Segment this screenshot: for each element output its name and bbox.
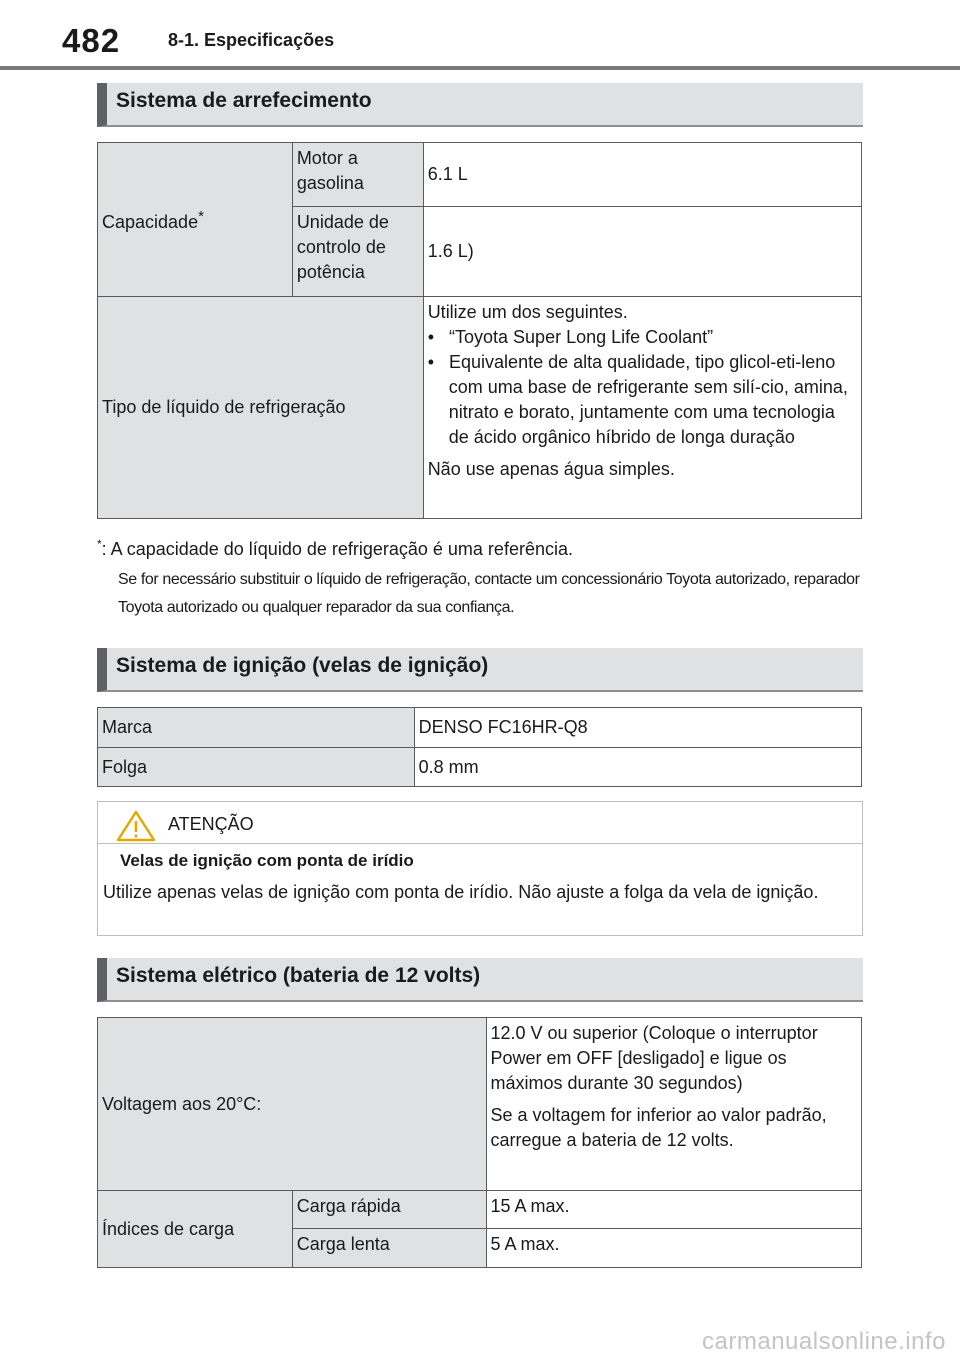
bullet-glyph: • — [427, 352, 434, 372]
fast-charge-label: Carga rápida — [292, 1191, 486, 1229]
page-section-title: 8-1. Especificações — [168, 30, 335, 50]
brand-value: DENSO FC16HR-Q8 — [414, 708, 861, 748]
header-divider — [0, 66, 960, 70]
voltage-label: Voltagem aos 20°C: — [102, 1093, 262, 1114]
gas-engine-value-cell — [423, 143, 861, 207]
slow-charge-label: Carga lenta — [292, 1229, 486, 1268]
footnote-text: : A capacidade do líquido de refrigeração é uma referência. — [101, 539, 573, 559]
table-row — [98, 708, 862, 748]
gap-label: Folga — [98, 748, 415, 787]
section-title-ignition: Sistema de ignição (velas de ignição) — [116, 654, 489, 677]
caution-body: Utilize apenas velas de ignição com ponta de irídio. Não ajuste a folga da vela de ignição. — [103, 882, 819, 902]
cooling-spec-table — [97, 142, 862, 519]
coolant-type-label: Tipo de líquido de refrigeração — [102, 397, 346, 417]
gas-engine-label: Motor a gasolina — [296, 148, 364, 193]
caution-title: ATENÇÃO — [168, 814, 254, 834]
section-heading-cooling — [97, 83, 863, 127]
coolant-option: • “Toyota Super Long Life Coolant” — [427, 327, 714, 347]
coolant-type-label-cell — [98, 297, 424, 519]
charge-rate-label-cell — [98, 1191, 293, 1268]
capacity-footnote — [97, 531, 863, 622]
caution-subtitle: Velas de ignição com ponta de irídio — [120, 851, 414, 870]
ignition-spec-table — [97, 707, 862, 787]
capacity-label: Capacidade — [102, 212, 199, 232]
warning-triangle-icon — [116, 810, 156, 842]
gas-engine-value: 6.1 L — [427, 164, 468, 184]
pcu-label-cell — [292, 207, 423, 297]
coolant-option: • Equivalente de alta qualidade, tipo glicol-eti-leno com uma base de refrigerante sem silí-cio, amina, nitrato e borato, juntamente com uma tecnologia de ácido orgânico híbrido de longa duração — [427, 352, 848, 447]
charge-rate-label: Índices de carga — [102, 1218, 235, 1239]
voltage-label-cell — [98, 1018, 487, 1191]
page-number: 482 — [62, 22, 121, 59]
pcu-label: Unidade de controlo de potência — [296, 212, 389, 282]
caution-box — [97, 801, 863, 936]
pcu-value: 1.6 L) — [427, 241, 474, 261]
voltage-value-cell — [486, 1018, 862, 1191]
electrical-spec-table — [97, 1017, 862, 1268]
footnote-detail: Se for necessário substituir o líquido de refrigeração, contacte um concessionário Toyota autorizado, reparador Toyota autorizado ou qualquer reparador da sua confiança. — [118, 571, 860, 616]
coolant-intro: Utilize um dos seguintes. — [427, 302, 628, 322]
brand-label: Marca — [98, 708, 415, 748]
voltage-note: Se a voltagem for inferior ao valor padrão, carregue a bateria de 12 volts. — [490, 1105, 827, 1150]
table-row — [98, 748, 862, 787]
slow-charge-value: 5 A max. — [486, 1229, 862, 1268]
bullet-glyph: • — [427, 327, 434, 347]
capacity-label-cell — [98, 143, 293, 297]
section-heading-electrical — [97, 958, 863, 1002]
section-title-electrical: Sistema elétrico (bateria de 12 volts) — [116, 964, 481, 987]
capacity-footnote-mark: * — [198, 208, 204, 225]
section-heading-ignition — [97, 648, 863, 692]
pcu-value-cell — [423, 207, 861, 297]
gap-value: 0.8 mm — [414, 748, 861, 787]
section-title-cooling: Sistema de arrefecimento — [116, 89, 372, 112]
watermark-logo: carmanualsonline.info — [702, 1328, 946, 1355]
footnote-mark: * — [97, 537, 102, 551]
voltage-value: 12.0 V ou superior (Coloque o interruptor Power em OFF [desligado] e ligue os máximos durante 30 segundos) — [490, 1023, 818, 1093]
coolant-note: Não use apenas água simples. — [427, 459, 675, 479]
fast-charge-value: 15 A max. — [486, 1191, 862, 1229]
gas-engine-label-cell — [292, 143, 423, 207]
coolant-type-value-cell — [423, 297, 861, 519]
